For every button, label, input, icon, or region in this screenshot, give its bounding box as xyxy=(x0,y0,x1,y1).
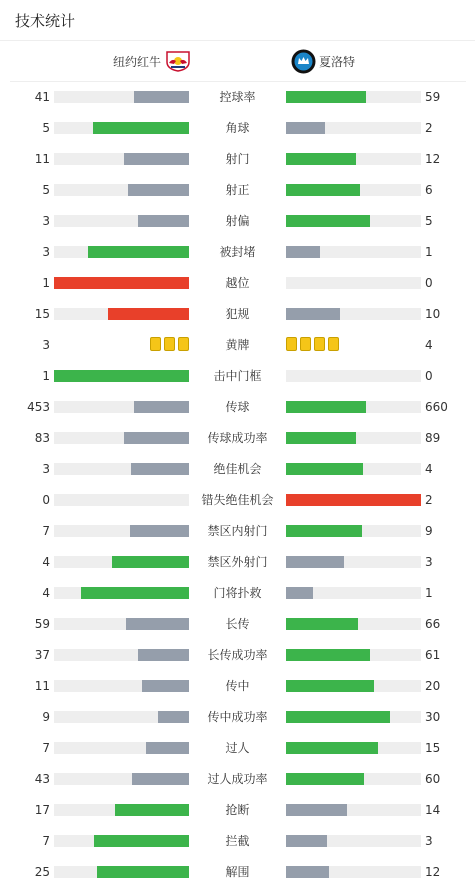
away-bar-fill xyxy=(286,246,320,258)
away-bar-track xyxy=(286,308,421,320)
stat-label: 射门 xyxy=(225,152,250,166)
home-bar-fill xyxy=(88,246,189,258)
home-bar-fill xyxy=(94,835,189,847)
home-stat-value: 453 xyxy=(27,400,50,414)
away-bar-track xyxy=(286,370,421,382)
stat-label: 过人 xyxy=(225,741,250,755)
away-bar-fill xyxy=(286,308,340,320)
home-stat-value: 3 xyxy=(42,338,50,352)
stat-row xyxy=(0,764,475,795)
yellow-card-icon xyxy=(178,337,189,351)
home-bar-track xyxy=(54,618,189,630)
away-stat-value: 9 xyxy=(425,524,433,538)
stat-row xyxy=(0,547,475,578)
home-bar-track xyxy=(54,370,189,382)
away-stat-value: 61 xyxy=(425,648,441,662)
away-stat-value: 2 xyxy=(425,493,433,507)
away-stat-value: 6 xyxy=(425,183,433,197)
away-bar-track xyxy=(286,184,421,196)
home-stat-value: 83 xyxy=(34,431,50,445)
stat-row xyxy=(0,206,475,237)
away-bar-fill xyxy=(286,680,374,692)
stat-label: 门将扑救 xyxy=(213,586,262,600)
away-bar-track xyxy=(286,711,421,723)
stat-row xyxy=(0,609,475,640)
home-stat-value: 1 xyxy=(42,276,50,290)
home-bar-track xyxy=(54,153,189,165)
home-bar-fill xyxy=(138,215,189,227)
home-bar-track xyxy=(54,246,189,258)
home-bar-track xyxy=(54,494,189,506)
stat-label: 禁区内射门 xyxy=(207,524,268,538)
yellow-card-icon xyxy=(286,337,297,351)
stat-row xyxy=(0,144,475,175)
away-stat-value: 15 xyxy=(425,741,441,755)
home-stat-value: 41 xyxy=(34,90,50,104)
away-bar-fill xyxy=(286,153,356,165)
stat-label: 传中成功率 xyxy=(207,710,268,724)
home-bar-fill xyxy=(146,742,189,754)
away-bar-fill xyxy=(286,804,347,816)
away-bar-track xyxy=(286,649,421,661)
away-bar-track xyxy=(286,246,421,258)
home-stat-value: 0 xyxy=(42,493,50,507)
home-bar-track xyxy=(54,463,189,475)
away-bar-fill xyxy=(286,91,366,103)
home-stat-value: 3 xyxy=(42,245,50,259)
home-bar-track xyxy=(54,277,189,289)
away-stat-value: 3 xyxy=(425,834,433,848)
away-bar-track xyxy=(286,587,421,599)
charlotte-fc-logo-icon xyxy=(291,49,316,74)
stat-label: 绝佳机会 xyxy=(213,462,262,476)
home-bar-fill xyxy=(131,463,189,475)
away-bar-track xyxy=(286,866,421,878)
away-bar-fill xyxy=(286,587,313,599)
home-bar-fill xyxy=(54,370,189,382)
away-stat-value: 66 xyxy=(425,617,441,631)
stat-row xyxy=(0,330,475,361)
stat-label: 射偏 xyxy=(225,214,250,228)
stat-row xyxy=(0,826,475,857)
away-stat-value: 5 xyxy=(425,214,433,228)
away-bar-track xyxy=(286,680,421,692)
away-stat-value: 14 xyxy=(425,803,441,817)
away-bar-fill xyxy=(286,525,362,537)
stat-row xyxy=(0,640,475,671)
page-title: 技术统计 xyxy=(15,12,76,30)
away-stat-value: 59 xyxy=(425,90,441,104)
away-bar-fill xyxy=(286,401,366,413)
away-bar-track xyxy=(286,773,421,785)
home-bar-track xyxy=(54,432,189,444)
home-stat-value: 5 xyxy=(42,183,50,197)
away-bar-fill xyxy=(286,432,356,444)
away-bar-fill xyxy=(286,711,390,723)
stat-label: 过人成功率 xyxy=(207,772,268,786)
home-bar-track xyxy=(54,773,189,785)
home-bar-track xyxy=(54,866,189,878)
away-stat-value: 89 xyxy=(425,431,441,445)
home-bar-fill xyxy=(158,711,189,723)
away-stat-value: 660 xyxy=(425,400,448,414)
away-stat-value: 1 xyxy=(425,245,433,259)
home-bar-fill xyxy=(138,649,189,661)
stat-label: 黄牌 xyxy=(225,338,250,352)
home-stat-value: 59 xyxy=(34,617,50,631)
home-bar-fill xyxy=(81,587,189,599)
yellow-card-icon xyxy=(164,337,175,351)
away-stat-value: 2 xyxy=(425,121,433,135)
home-stat-value: 11 xyxy=(34,152,50,166)
home-bar-fill xyxy=(126,618,189,630)
home-bar-track xyxy=(54,649,189,661)
stat-row xyxy=(0,454,475,485)
stat-label: 角球 xyxy=(225,121,250,135)
away-bar-fill xyxy=(286,215,370,227)
home-bar-track xyxy=(54,711,189,723)
away-stat-value: 0 xyxy=(425,276,433,290)
away-bar-track xyxy=(286,122,421,134)
away-team[interactable] xyxy=(291,50,355,72)
home-stat-value: 11 xyxy=(34,679,50,693)
stat-row xyxy=(0,268,475,299)
home-bar-track xyxy=(54,587,189,599)
stat-label: 射正 xyxy=(225,183,250,197)
stat-row xyxy=(0,516,475,547)
home-bar-track xyxy=(54,308,189,320)
stat-row xyxy=(0,485,475,516)
home-bar-track xyxy=(54,184,189,196)
away-bar-fill xyxy=(286,618,358,630)
stat-label: 禁区外射门 xyxy=(207,555,268,569)
away-stat-value: 4 xyxy=(425,338,433,352)
stat-row xyxy=(0,857,475,888)
home-team-name: 纽约红牛 xyxy=(113,54,162,69)
away-bar-fill xyxy=(286,556,344,568)
away-stat-value: 1 xyxy=(425,586,433,600)
stat-row xyxy=(0,361,475,392)
home-bar-fill xyxy=(142,680,189,692)
stat-row xyxy=(0,733,475,764)
home-stat-value: 1 xyxy=(42,369,50,383)
home-bar-track xyxy=(54,835,189,847)
home-bar-fill xyxy=(124,432,189,444)
home-bar-track xyxy=(54,215,189,227)
yellow-card-icon xyxy=(328,337,339,351)
red-bull-logo-icon xyxy=(165,50,191,72)
away-stat-value: 3 xyxy=(425,555,433,569)
home-bar-track xyxy=(54,742,189,754)
away-bar-track xyxy=(286,525,421,537)
stats-list xyxy=(0,82,475,888)
home-bar-fill xyxy=(108,308,189,320)
away-bar-track xyxy=(286,153,421,165)
home-bar-track xyxy=(54,556,189,568)
home-bar-fill xyxy=(97,866,189,878)
away-bar-track xyxy=(286,277,421,289)
away-bar-fill xyxy=(286,649,370,661)
yellow-card-icon xyxy=(300,337,311,351)
home-team[interactable] xyxy=(113,50,191,72)
away-stat-value: 60 xyxy=(425,772,441,786)
stat-label: 错失绝佳机会 xyxy=(201,493,274,507)
home-stat-value: 17 xyxy=(34,803,50,817)
home-stat-value: 7 xyxy=(42,741,50,755)
home-yellow-cards xyxy=(150,337,189,351)
stat-label: 传球成功率 xyxy=(207,431,268,445)
stat-label: 传中 xyxy=(225,679,250,693)
home-stat-value: 9 xyxy=(42,710,50,724)
home-stat-value: 7 xyxy=(42,524,50,538)
stat-label: 长传 xyxy=(225,617,250,631)
home-stat-value: 15 xyxy=(34,307,50,321)
away-team-name: 夏洛特 xyxy=(319,54,356,69)
home-stat-value: 7 xyxy=(42,834,50,848)
stat-row xyxy=(0,299,475,330)
home-bar-track xyxy=(54,525,189,537)
away-stat-value: 12 xyxy=(425,152,441,166)
stat-row xyxy=(0,423,475,454)
away-bar-fill xyxy=(286,463,363,475)
yellow-card-icon xyxy=(314,337,325,351)
away-bar-track xyxy=(286,804,421,816)
home-bar-fill xyxy=(134,401,189,413)
home-stat-value: 37 xyxy=(34,648,50,662)
home-bar-fill xyxy=(54,277,189,289)
away-bar-fill xyxy=(286,122,325,134)
away-stat-value: 10 xyxy=(425,307,441,321)
home-bar-fill xyxy=(132,773,189,785)
away-bar-track xyxy=(286,742,421,754)
home-stat-value: 4 xyxy=(42,555,50,569)
stat-row xyxy=(0,175,475,206)
away-bar-track xyxy=(286,835,421,847)
stat-label: 击中门框 xyxy=(213,369,262,383)
stat-label: 解围 xyxy=(225,865,250,879)
home-stat-value: 43 xyxy=(34,772,50,786)
away-bar-track xyxy=(286,556,421,568)
stat-label: 长传成功率 xyxy=(207,648,268,662)
away-bar-fill xyxy=(286,494,421,506)
stat-label: 抢断 xyxy=(225,803,250,817)
away-yellow-cards xyxy=(286,337,339,351)
stat-row xyxy=(0,702,475,733)
stat-row xyxy=(0,671,475,702)
away-bar-fill xyxy=(286,835,327,847)
stats-header xyxy=(0,0,475,41)
away-bar-fill xyxy=(286,866,329,878)
away-bar-track xyxy=(286,618,421,630)
stat-label: 犯规 xyxy=(225,307,250,321)
home-stat-value: 3 xyxy=(42,462,50,476)
home-bar-track xyxy=(54,122,189,134)
yellow-card-icon xyxy=(150,337,161,351)
away-stat-value: 0 xyxy=(425,369,433,383)
home-bar-fill xyxy=(128,184,189,196)
away-bar-track xyxy=(286,401,421,413)
stat-row xyxy=(0,578,475,609)
away-bar-track xyxy=(286,432,421,444)
home-bar-track xyxy=(54,680,189,692)
home-bar-fill xyxy=(130,525,189,537)
home-bar-fill xyxy=(112,556,189,568)
stat-label: 传球 xyxy=(225,400,250,414)
stat-label: 被封堵 xyxy=(219,245,256,259)
stat-row xyxy=(0,392,475,423)
away-stat-value: 12 xyxy=(425,865,441,879)
home-bar-track xyxy=(54,91,189,103)
stat-row xyxy=(0,795,475,826)
away-stat-value: 30 xyxy=(425,710,441,724)
home-bar-fill xyxy=(124,153,189,165)
away-bar-fill xyxy=(286,184,360,196)
away-stat-value: 20 xyxy=(425,679,441,693)
away-bar-fill xyxy=(286,742,378,754)
away-bar-track xyxy=(286,215,421,227)
stat-label: 控球率 xyxy=(219,90,256,104)
home-stat-value: 25 xyxy=(34,865,50,879)
home-bar-track xyxy=(54,804,189,816)
stat-label: 越位 xyxy=(225,276,250,290)
home-bar-fill xyxy=(93,122,189,134)
away-stat-value: 4 xyxy=(425,462,433,476)
stat-row xyxy=(0,237,475,268)
stat-row xyxy=(0,113,475,144)
teams-bar xyxy=(10,41,466,82)
home-bar-fill xyxy=(134,91,189,103)
away-bar-track xyxy=(286,463,421,475)
stat-row xyxy=(0,82,475,113)
home-stat-value: 5 xyxy=(42,121,50,135)
away-bar-track xyxy=(286,494,421,506)
stat-label: 拦截 xyxy=(225,834,250,848)
away-bar-track xyxy=(286,91,421,103)
home-stat-value: 3 xyxy=(42,214,50,228)
home-bar-track xyxy=(54,401,189,413)
home-stat-value: 4 xyxy=(42,586,50,600)
home-bar-fill xyxy=(115,804,189,816)
away-bar-fill xyxy=(286,773,364,785)
